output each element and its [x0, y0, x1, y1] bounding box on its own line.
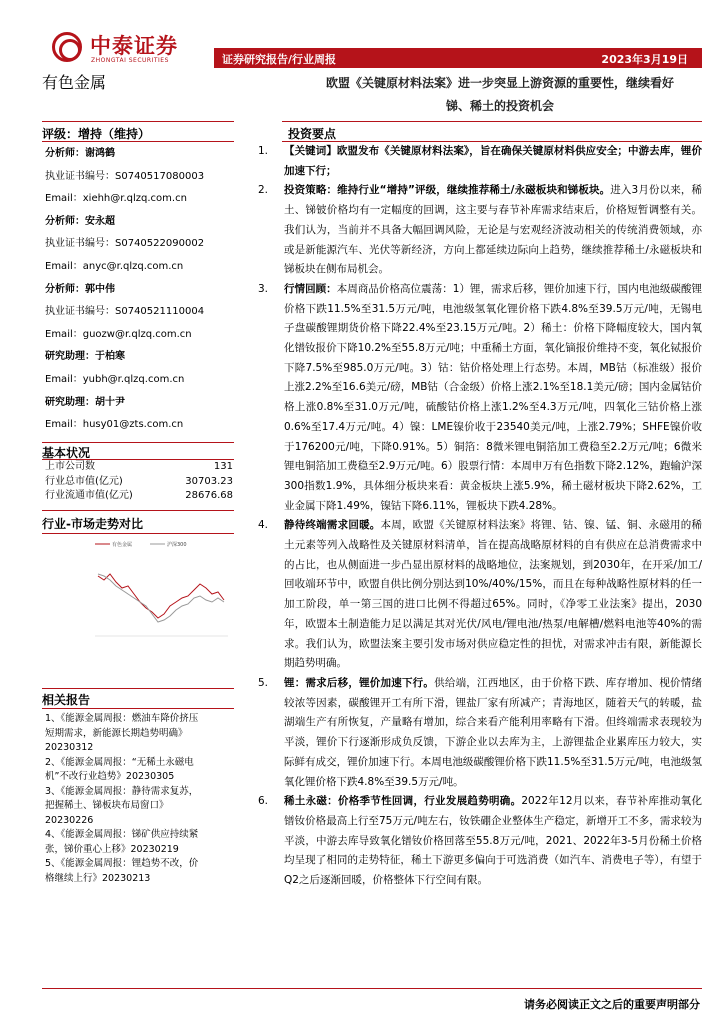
point-number: 5.	[258, 676, 269, 689]
basic-info-row	[45, 475, 233, 490]
point-lead: 投资策略：维持行业“增持”评级，继续推荐稀土/永磁板块和锑板块。	[284, 184, 611, 197]
point-body: 进入3月份以来，稀土、锑铍价格均有一定幅度的回调，这主要与春节补库需求结束后，价格短暂调整有关。我们认为，当前并不具备大幅回调风险，无论是与宏观经济波动相关的传统消费领域，亦或是新能源汽车、光伏等新经济，方向上都延续边际向上趋势，继续推荐稀土/永磁板块和锑板块在侧布局机会。	[284, 184, 702, 276]
index-series-line	[98, 574, 224, 622]
point-number: 4.	[258, 519, 269, 532]
legend-sector: 有色金属	[112, 542, 133, 548]
title-line: 欧盟《关键原材料法案》进一步突显上游资源的重要性，继续看好	[325, 76, 674, 90]
point-number: 3.	[258, 282, 269, 295]
analyst-info-row: 研究助理：于柏寒	[45, 351, 125, 363]
related-report-line: 短期需求，新能源长期趋势明确》	[45, 727, 188, 739]
title-line: 锑、稀土的投资机会	[445, 99, 554, 113]
logo-english-name: ZHONGTAI SECURITIES	[91, 57, 169, 64]
logo-icon	[52, 32, 82, 62]
analyst-info-row: Email：anyc@r.qlzq.com.cn	[45, 260, 184, 272]
investment-points	[258, 142, 702, 891]
point-item	[258, 792, 702, 891]
point-body: 供给端，江西地区，由于价格下跌、库存增加、枧价情绪较浓等因素，碳酸锂开工有所下滑，锂盐厂家有所减产；青海地区，随着天气的转暖，盐湖端生产有所恢复，产量略有增加，综合来看产能利用率略有下滑。但终端需求表现较为平淡，锂价下行逐渐形成负反馈，下游企业以去库为主，上游锂盐企业累库压力较大，实际鲜有成交，锂价加速下行。本周电池级碳酸锂价格下跌11.5%至31.5万元/吨，电池级氢氧化锂价格下跌4.8%至39.5万元/吨。	[284, 676, 703, 788]
analyst-info-row: 执业证书编号：S0740521110004	[45, 306, 205, 318]
legend-index: 沪深300	[167, 542, 187, 548]
divider	[42, 988, 702, 989]
divider	[42, 533, 234, 534]
point-body: 本周商品价格高位震荡：1）锂，需求后移，锂价加速下行，国内电池级碳酸锂价格下跌11.5%至31.5万元/吨，电池级氢氧化锂价格下跌4.8%至39.5万元/吨，无锡电子盘碳酸锂期货价格下降22.4%至23.15万元/吨。2）稀土：价格下降幅度较大，国内氧化镨钕报价下降10.2%至55.8万元/吨；中重稀土方面，氧化镝报价维持不变，氧化铽报价下降7.5%至985.0万元/吨。3）钴：钴价格处理上行态势。本周，MB钴（标准级）报价上涨2.2%至16.6美元/磅，MB钴（合金级）价格上涨2.1%至18.1美元/磅；国内金属钴价格上涨0.8%至31.0万元/吨，硫酸钴价格上涨1.2%至4.3万元/吨，四氧化三钴价格上涨0.6%至17.4万元/吨。4）镍：LME镍价收于23540美元/吨，上涨2.79%；SHFE镍价收于176200元/吨，下降0.91%。5）铜箔：8微米锂电铜箔加工费稳至2.2万元/吨；6微米锂电铜箔加工费稳至2.9万元/吨。6）股票行情：本周申万有色指数下降2.12%，跑输沪深300指数1.9%，具体细分板块来看：黄金板块上涨5.9%，稀土磁材板块下降2.62%，工业金属下降1.49%，镍钴下降6.11%，锂板块下跌4.28%。	[284, 282, 702, 512]
chart-heading: 行业-市场走势对比	[42, 517, 143, 531]
divider	[282, 121, 702, 122]
point-text	[284, 181, 702, 280]
analyst-list	[45, 143, 235, 437]
point-item	[258, 674, 702, 792]
basic-info-table	[45, 460, 233, 504]
point-number: 6.	[258, 795, 269, 808]
report-type: 证券研究报告/行业周报	[222, 53, 337, 66]
related-report-line: 机”不改行业趋势》20230305	[45, 771, 175, 782]
point-lead: 【关键词】欧盟发布《关键原材料法案》，旨在确保关键原材料供应安全；中游去库，锂价加速下行；	[284, 145, 702, 177]
point-lead: 行情回顾：	[284, 282, 337, 295]
related-report-line: 5、《能源金属周报：锂趋势不改，价	[45, 858, 199, 869]
related-report-line: 格继续上行》20230213	[45, 872, 151, 884]
divider	[42, 121, 234, 122]
analyst-info-row: 分析师：安永超	[45, 215, 115, 227]
point-body: 2022年12月以来，春节补库推动氧化镨钕价格最高上行至75万元/吨左右，钕铁硼企业整体生产稳定，新增开工不多，需求较为平淡，中游去库导致氧化镨钕价格回落至55.8万元/吨，2021、2022年3-5月份稀土价格均呈现了相同的走势特征，稀土下游更多偏向于可选消费（如汽车、消费电子等），有望于Q2之后逐渐回暖，价格整体下行空间有限。	[284, 795, 702, 887]
point-lead: 静待终端需求回暖。	[284, 519, 381, 532]
analyst-info-row: 分析师：谢鸿鹤	[45, 148, 115, 159]
related-report-line: 20230312	[45, 742, 94, 753]
report-title	[300, 72, 700, 118]
divider	[42, 442, 234, 443]
point-text	[284, 516, 702, 674]
rating: 评级：增持（维持）	[42, 127, 151, 141]
analyst-info-row: Email：guozw@r.qlzq.com.cn	[45, 328, 192, 340]
related-report-line: 20230226	[45, 814, 94, 826]
point-lead: 锂：需求后移，锂价加速下行。	[284, 676, 435, 689]
point-item	[258, 280, 702, 516]
related-heading: 相关报告	[42, 693, 91, 707]
point-text	[284, 142, 702, 181]
point-lead: 稀土永磁：价格季节性回调，行业发展趋势明确。	[284, 795, 522, 808]
company-logo	[42, 26, 192, 68]
report-date: 2023年3月19日	[601, 53, 688, 66]
basic-info-label: 行业流通市值(亿元)	[45, 490, 133, 501]
analyst-info-row: 执业证书编号：S0740517080003	[45, 170, 205, 182]
divider	[42, 688, 234, 689]
point-item	[258, 142, 702, 181]
point-body: 本周，欧盟《关键原材料法案》将锂、钴、镍、锰、铜、永磁用的稀土元素等列入战略性及关键原材料清单，旨在提高战略原材料的自有供应在总消费需求中的占比，也从侧面进一步凸显出原材料的战略地位，法案规划，到2030年，在开采/加工/回收端环节中，欧盟自供比例分别达到10%/40%/15%，而且在每种战略性原材料的任一加工阶段，单一第三国的进口比例不得超过65%。同时，《净零工业法案》提出，2030年，欧盟本土制造能力足以满足其对光伏/风电/锂电池/热泵/电解槽/燃料电池等40%的需求。我们认为，欧盟法案主要引发市场对供应稳定性的担忧，对需求冲击有限，新能源长期趋势明确。	[284, 519, 703, 670]
point-text	[284, 280, 702, 516]
basic-info-value: 131	[213, 461, 233, 472]
divider	[42, 708, 234, 709]
point-item	[258, 181, 702, 280]
related-report-line: 4、《能源金属周报：锑矿供应持续紧	[45, 829, 199, 840]
basic-info-label: 上市公司数	[45, 461, 95, 472]
related-report-line: 2、《能源金属周报：“无稀土永磁电	[45, 756, 194, 768]
basic-info-row	[45, 489, 233, 504]
analyst-info-row: 研究助理：胡十尹	[45, 396, 125, 408]
report-header-bar	[214, 48, 702, 68]
analyst-info-row: Email：husy01@zts.com.cn	[45, 419, 184, 431]
footer-disclaimer: 请务必阅读正文之后的重要声明部分	[524, 998, 700, 1011]
logo-name: 中泰证券	[90, 34, 178, 58]
sector-series-line	[98, 574, 224, 618]
sector-name: 有色金属	[42, 73, 107, 92]
points-heading: 投资要点	[288, 127, 337, 141]
related-report-list	[45, 712, 235, 886]
related-report-line: 1、《能源金属周报：燃油车降价挤压	[45, 713, 199, 724]
divider	[42, 141, 234, 142]
point-text	[284, 792, 702, 891]
basic-info-row	[45, 460, 233, 475]
analyst-info-row: Email：yubh@r.qlzq.com.cn	[45, 373, 185, 385]
market-trend-chart	[90, 536, 230, 641]
analyst-info-row: 执业证书编号：S0740522090002	[45, 238, 205, 250]
analyst-info-row: Email：xiehh@r.qlzq.com.cn	[45, 193, 187, 205]
analyst-info-row: 分析师：郭中伟	[45, 283, 115, 295]
basic-info-label: 行业总市值(亿元)	[45, 475, 123, 487]
point-item	[258, 516, 702, 674]
divider	[42, 510, 234, 511]
point-number: 2.	[258, 184, 269, 197]
point-text	[284, 674, 702, 792]
point-number: 1.	[258, 145, 269, 157]
related-report-line: 3、《能源金属周报：静待需求复苏，	[45, 785, 199, 797]
basic-info-value: 30703.23	[185, 475, 233, 487]
basic-info-value: 28676.68	[185, 490, 233, 501]
basic-heading: 基本状况	[42, 446, 91, 460]
related-report-line: 张，锑价重心上移》20230219	[45, 843, 179, 855]
related-report-line: 把握稀土、锑板块布局窗口》	[45, 800, 169, 811]
